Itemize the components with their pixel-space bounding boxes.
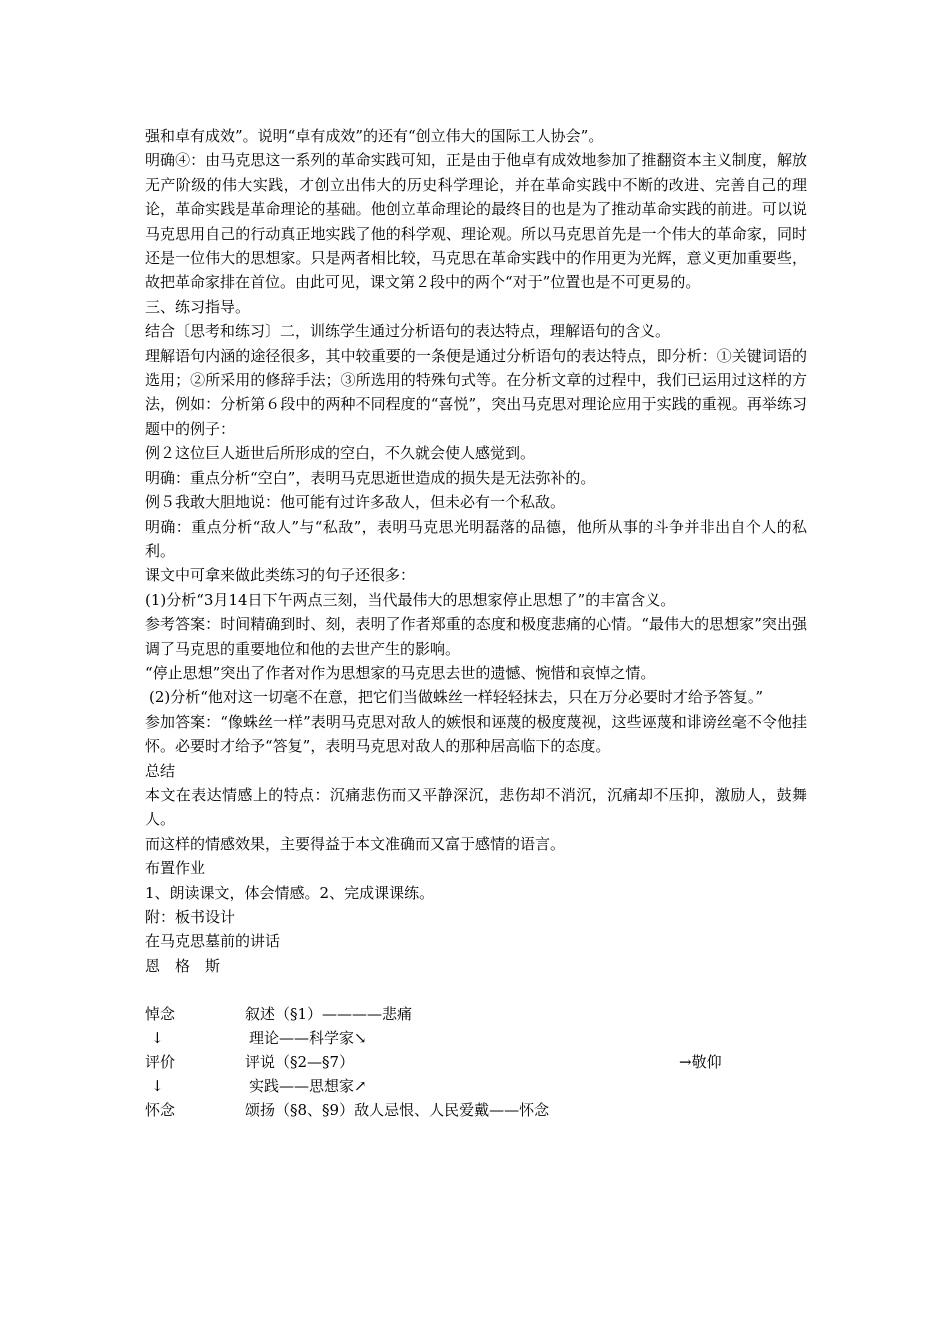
down-arrow-icon: ↓ (151, 1029, 164, 1048)
board-admire: →敬仰 (679, 1053, 722, 1072)
paragraph: 课文中可拿来做此类练习的句子还很多： (145, 566, 416, 585)
paragraph: 1、朗读课文，体会情感。2、完成课课练。 (145, 883, 435, 902)
board-praise: 颂扬（§8、§9）敌人忌恨、人民爱戴——怀念 (245, 1101, 550, 1120)
paragraph: “停止思想”突出了作者对作为思想家的马克思去世的遗憾、惋惜和哀悼之情。 (145, 663, 656, 682)
board-label-remember: 怀念 (145, 1101, 176, 1120)
example-line: 例５我敢大胆地说：他可能有过许多敌人，但未必有一个私敌。 (145, 493, 566, 512)
blank-line (145, 978, 807, 1002)
paragraph: 而这样的情感效果，主要得益于本文准确而又富于感情的语言。 (145, 834, 566, 853)
paragraph: 参加答案：“像蛛丝一样”表明马克思对敌人的嫉恨和诬蔑的极度蔑视，这些诬蔑和诽谤丝毫不令他挂怀。必要时才给予“答复”，表明马克思对敌人的那种居高临下的态度。 (145, 712, 807, 756)
paragraph: 明确：重点分析“敌人”与“私敌”，表明马克思光明磊落的品德，他所从事的斗争并非出自个人的私利。 (145, 517, 807, 560)
section-heading: 三、练习指导。 (145, 297, 251, 316)
board-title: 在马克思墓前的讲话 (145, 932, 281, 951)
exercise-item: (1)分析“3月14日下午两点三刻，当代最伟大的思想家停止思想了”的丰富含义。 (145, 590, 676, 609)
board-comment: 评说（§2—§7） (245, 1053, 355, 1072)
example-line: 例２这位巨人逝世后所形成的空白，不久就会使人感觉到。 (145, 444, 536, 463)
board-theory: 理论——科学家↘ (249, 1029, 367, 1048)
board-label-mourn: 悼念 (145, 1005, 176, 1024)
exercise-item: (2)分析“他对这一切毫不在意，把它们当做蛛丝一样轻轻抹去，只在万分必要时才给予答复。” (149, 688, 764, 707)
board-label-evaluate: 评价 (145, 1053, 176, 1072)
section-heading: 布置作业 (145, 859, 206, 878)
section-heading: 总结 (145, 761, 176, 780)
paragraph: 本文在表达情感上的特点：沉痛悲伤而又平静深沉，悲伤却不消沉，沉痛却不压抑，激励人，鼓舞人。 (145, 785, 807, 829)
document-page (145, 124, 807, 1124)
board-narrate: 叙述（§1）————悲痛 (245, 1005, 413, 1024)
paragraph: 参考答案：时间精确到时、刻，表明了作者郑重的态度和极度悲痛的心情。“最伟大的思想家”突出强调了马克思的重要地位和他的去世产生的影响。 (145, 615, 807, 658)
paragraph: 结合〔思考和练习〕二，训练学生通过分析语句的表达特点，理解语句的含义。 (145, 322, 671, 341)
board-design (145, 1002, 807, 1124)
section-heading: 附：板书设计 (145, 908, 236, 926)
paragraph: 强和卓有成效”。说明“卓有成效”的还有“创立伟大的国际工人协会”。 (145, 127, 604, 145)
down-arrow-icon: ↓ (151, 1077, 164, 1096)
board-practice: 实践——思想家↗ (249, 1077, 367, 1096)
board-author: 恩 格 斯 (145, 956, 221, 975)
paragraph: 理解语句内涵的途径很多，其中较重要的一条便是通过分析语句的表达特点，即分析：①关键词语的选用；②所采用的修辞手法；③所选用的特殊句式等。在分析文章的过程中，我们已运用过这样的方法，例如：分析第６段中的两种不同程度的“喜悦”，突出马克思对理论应用于实践的重视。再举练习题中的例子： (145, 346, 807, 438)
paragraph: 明确④：由马克思这一系列的革命实践可知，正是由于他卓有成效地参加了推翻资本主义制度，解放无产阶级的伟大实践，才创立出伟大的历史科学理论，并在革命实践中不断的改进、完善自己的理论，革命实践是革命理论的基础。他创立革命理论的最终目的也是为了推动革命实践的前进。可以说马克思用自己的行动真正地实践了他的科学观、理论观。所以马克思首先是一个伟大的革命家，同时还是一位伟大的思想家。只是两者相比较，马克思在革命实践中的作用更为光辉，意义更加重要些，故把革命家排在首位。由此可见，课文第２段中的两个“对于”位置也是不可更易的。 (145, 151, 807, 292)
paragraph: 明确：重点分析“空白”，表明马克思逝世造成的损失是无法弥补的。 (145, 468, 596, 487)
